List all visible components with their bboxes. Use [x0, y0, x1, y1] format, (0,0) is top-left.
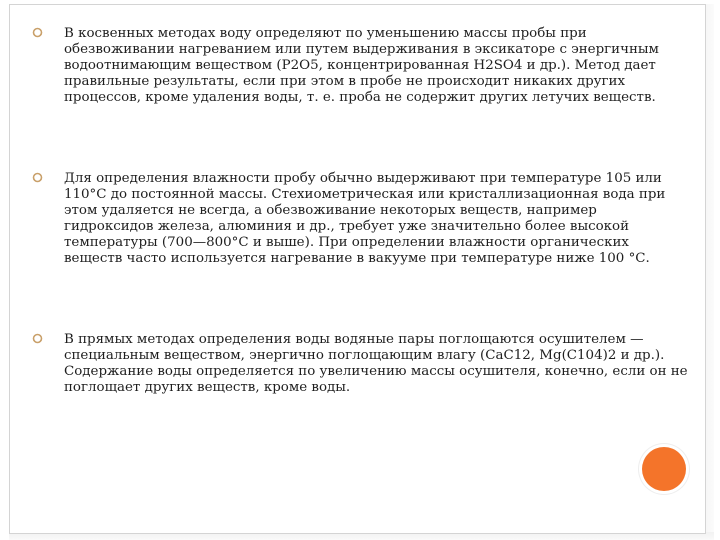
bullet-text: Для определения влажности пробу обычно выдерживают при температуре 105 или 110°С до постоянной массы. Стехиометрическая или кристаллизационная вода при этом удаляется не всегда, а обезвоживание некоторых веществ, например гидроксидов железа, алюминия и др., требует уже значительно более высокой температуры (700—800°С и выше). При определении влажности органических веществ часто используется нагревание в вакууме при температуре ниже 100 °С. — [64, 171, 666, 266]
circle-outline-icon — [32, 333, 43, 344]
circle-outline-icon — [32, 172, 43, 183]
circle-outline-icon — [32, 27, 43, 38]
bullet-text: В прямых методах определения воды водяные пары поглощаются осушителем — специальным веществом, энергично поглощающим влагу (СаС12, Mg(C104)2 и др.). Содержание воды определяется по увеличению массы осушителя, конечно, если он не поглощает других веществ, кроме воды. — [64, 332, 688, 395]
accent-circle-icon — [642, 447, 686, 491]
bullet-text: В косвенных методах воду определяют по уменьшению массы пробы при обезвоживании нагреванием или путем выдерживания в эксикаторе с энергичным водоотнимающим веществом (Р2О5, концентрированная H2SO4 и др.). Метод дает правильные результаты, если при этом в пробе не происходит никаких других процессов, кроме удаления воды, т. е. проба не содержит других летучих веществ. — [64, 26, 659, 105]
